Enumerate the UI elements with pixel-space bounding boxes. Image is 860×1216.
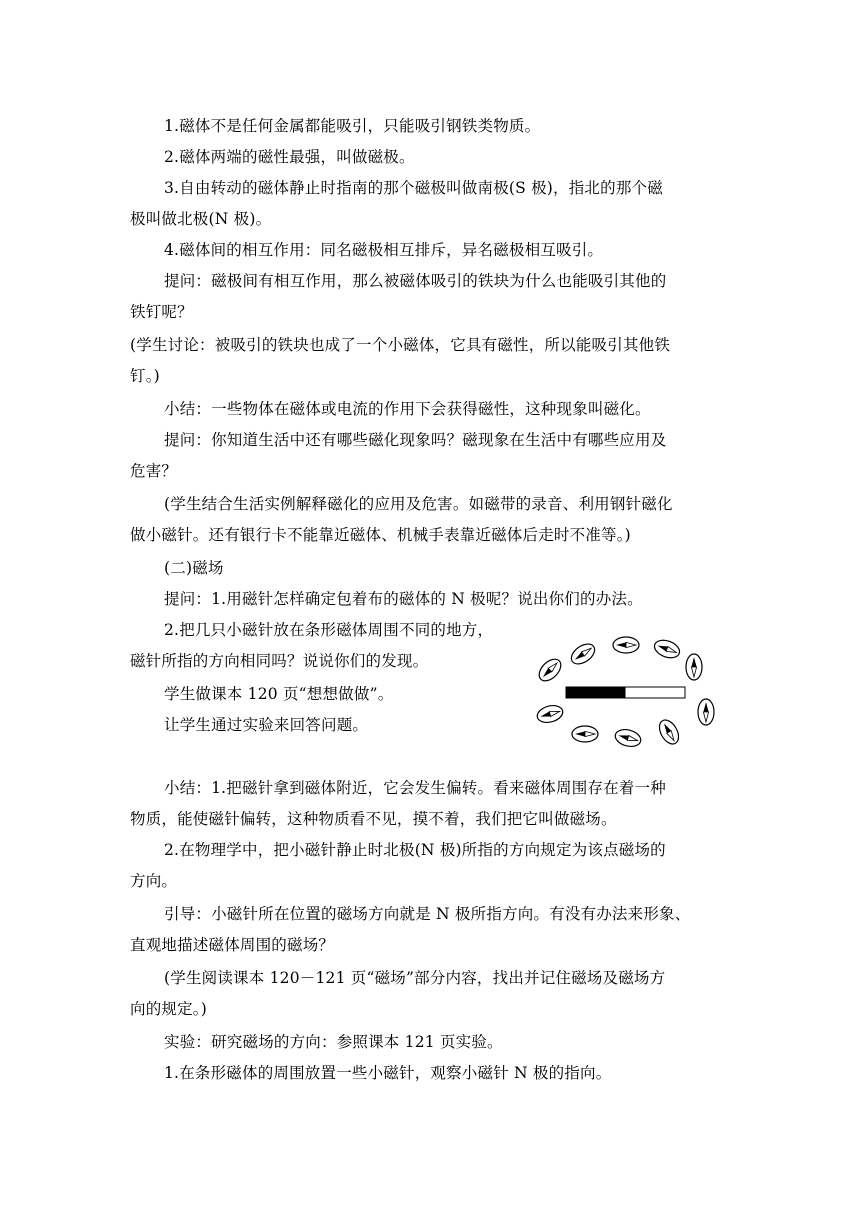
text-line: 钉。) bbox=[130, 367, 160, 385]
compass-needle-icon bbox=[698, 699, 714, 725]
text-line: (学生讨论：被吸引的铁块也成了一个小磁体，它具有磁性，所以能吸引其他铁 bbox=[130, 336, 671, 354]
section-heading: (二)磁场 bbox=[164, 559, 224, 577]
compass-needle-icon bbox=[656, 717, 683, 748]
text-line: 铁钉呢？ bbox=[130, 303, 193, 321]
compass-needle-icon bbox=[652, 637, 682, 661]
compass-needle-icon bbox=[572, 726, 598, 742]
compass-needle-icon bbox=[535, 655, 565, 685]
text-line: 2.磁体两端的磁性最强，叫做磁极。 bbox=[164, 148, 415, 166]
text-line: 极叫做北极(N 极)。 bbox=[130, 210, 272, 228]
compass-needle-icon bbox=[686, 654, 702, 680]
text-line: 小结：1.把磁针拿到磁体附近，它会发生偏转。看来磁体周围存在着一种 bbox=[164, 779, 666, 797]
text-line: 学生做课本 120 页“想想做做”。 bbox=[164, 685, 394, 703]
text-line: 2.把几只小磁针放在条形磁体周围不同的地方， bbox=[164, 621, 494, 639]
text-line: 提问：磁极间有相互作用，那么被磁体吸引的铁块为什么也能吸引其他的 bbox=[164, 272, 667, 290]
text-line: 直观地描述磁体周围的磁场？ bbox=[130, 936, 335, 954]
text-line: 危害？ bbox=[130, 462, 178, 480]
text-line: 1.磁体不是任何金属都能吸引，只能吸引钢铁类物质。 bbox=[164, 117, 541, 135]
text-line: 3.自由转动的磁体静止时指南的那个磁极叫做南极(S 极)，指北的那个磁 bbox=[164, 179, 663, 197]
text-line: 小结：一些物体在磁体或电流的作用下会获得磁性，这种现象叫磁化。 bbox=[164, 400, 651, 418]
text-line: 物质，能使磁针偏转，这种物质看不见，摸不着，我们把它叫做磁场。 bbox=[130, 810, 617, 828]
text-line: 让学生通过实验来回答问题。 bbox=[164, 716, 369, 734]
text-line: 磁针所指的方向相同吗？说说你们的发现。 bbox=[130, 652, 429, 670]
text-line: 做小磁针。还有银行卡不能靠近磁体、机械手表靠近磁体后走时不准等。) bbox=[130, 526, 631, 544]
text-line: (学生阅读课本 120－121 页“磁场”部分内容，找出并记住磁场及磁场方 bbox=[164, 969, 666, 987]
text-line: (学生结合生活实例解释磁化的应用及危害。如磁带的录音、利用钢针磁化 bbox=[164, 495, 673, 513]
text-line: 1.在条形磁体的周围放置一些小磁针，观察小磁针 N 极的指向。 bbox=[164, 1064, 612, 1082]
compass-needle-icon bbox=[535, 703, 564, 725]
compass-needle-icon bbox=[613, 637, 639, 653]
text-line: 提问：你知道生活中还有哪些磁化现象吗？磁现象在生活中有哪些应用及 bbox=[164, 431, 667, 449]
text-line: 4.磁体间的相互作用：同名磁极相互排斥，异名磁极相互吸引。 bbox=[164, 241, 604, 259]
compass-needle-icon bbox=[568, 640, 598, 668]
text-line: 向的规定。) bbox=[130, 1000, 207, 1018]
text-line: 实验：研究磁场的方向：参照课本 121 页实验。 bbox=[164, 1033, 503, 1051]
bar-magnet-compass-figure bbox=[534, 632, 724, 750]
text-line: 方向。 bbox=[130, 872, 178, 890]
compass-needle-icon bbox=[613, 727, 642, 749]
text-line: 引导：小磁针所在位置的磁场方向就是 N 极所指方向。有没有办法来形象、 bbox=[164, 905, 691, 923]
text-line: 提问：1.用磁针怎样确定包着布的磁体的 N 极呢？说出你们的办法。 bbox=[164, 590, 643, 608]
text-line: 2.在物理学中，把小磁针静止时北极(N 极)所指的方向规定为该点磁场的 bbox=[164, 841, 666, 859]
compass-diagram-svg bbox=[534, 632, 724, 750]
bar-magnet-light-half bbox=[625, 687, 685, 698]
bar-magnet-dark-half bbox=[566, 687, 625, 698]
